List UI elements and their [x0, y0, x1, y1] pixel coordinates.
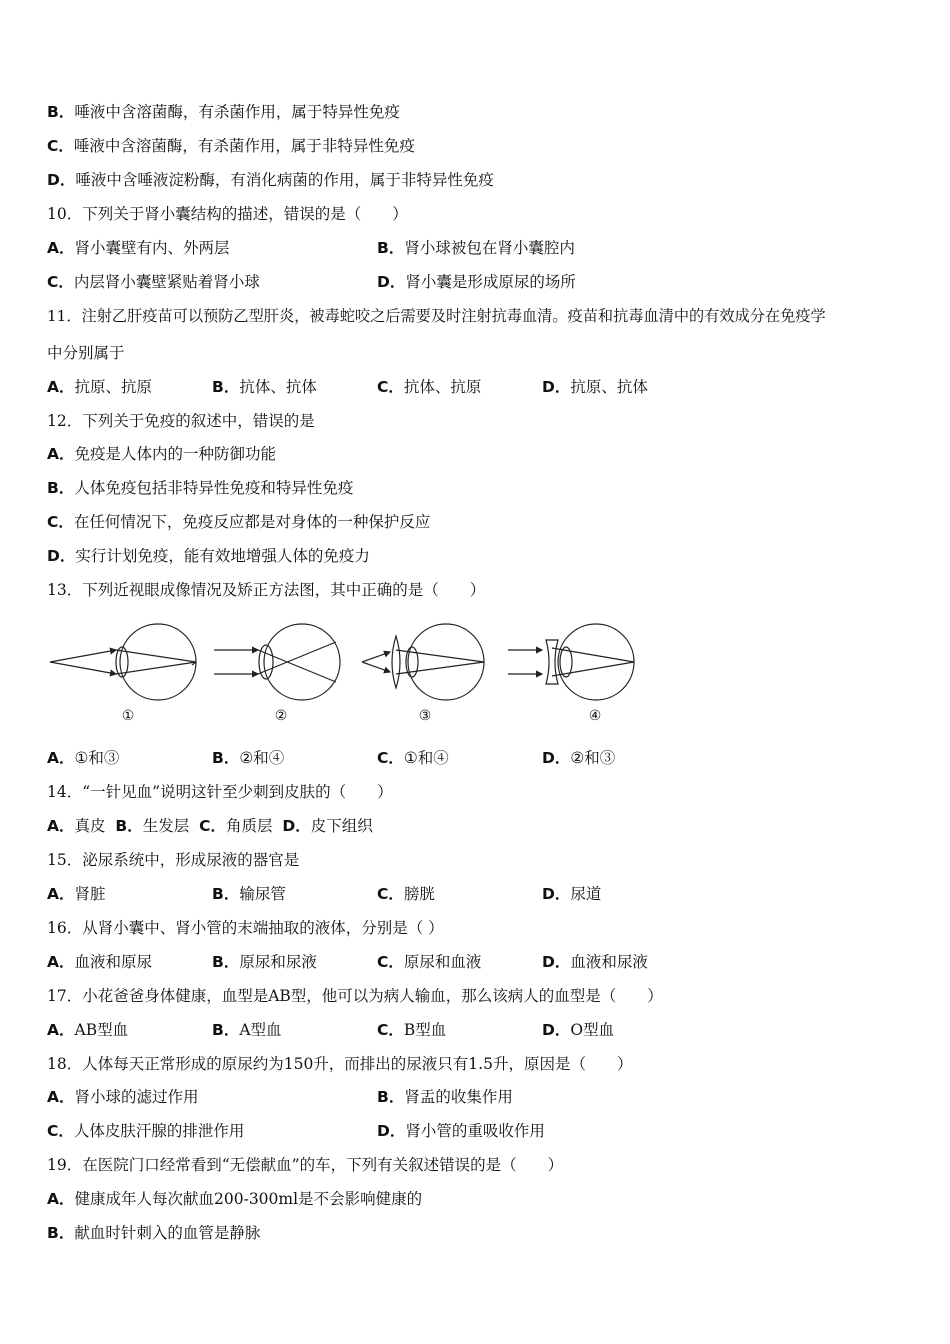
q10-stem: 10．下列关于肾小囊结构的描述，错误的是（ ） [47, 205, 408, 223]
q18-option-c: C．人体皮肤汗腺的排泄作用 [47, 1122, 245, 1140]
q18-option-a: A．肾小球的滤过作用 [47, 1088, 199, 1106]
figure-label-4: ④ [588, 708, 602, 724]
q15-option-d: D．尿道 [542, 885, 602, 903]
q13-option-a: A．①和③ [47, 749, 120, 767]
q19-option-a: A．健康成年人每次献血200-300ml是不会影响健康的 [47, 1190, 423, 1208]
figure-label-3: ③ [418, 708, 432, 724]
q11-option-d: D．抗原、抗体 [542, 378, 648, 396]
eye-diagram-1 [50, 624, 196, 700]
q19-stem: 19．在医院门口经常看到“无偿献血”的车，下列有关叙述错误的是（ ） [47, 1156, 564, 1174]
q13-option-d: D．②和③ [542, 749, 616, 767]
q15-option-b: B．输尿管 [212, 885, 286, 903]
q10-option-b: B．肾小球被包在肾小囊腔内 [377, 239, 575, 257]
q16-option-d: D．血液和尿液 [542, 953, 648, 971]
q12-option-b: B．人体免疫包括非特异性免疫和特异性免疫 [47, 479, 354, 497]
q14-options: A．真皮 B．生发层 C．角质层 D．皮下组织 [47, 817, 373, 835]
q10-option-a: A．肾小囊壁有内、外两层 [47, 239, 230, 257]
q12-option-c: C．在任何情况下，免疫反应都是对身体的一种保护反应 [47, 513, 431, 531]
q19-option-b: B．献血时针刺入的血管是静脉 [47, 1224, 261, 1242]
q13-option-c: C．①和④ [377, 749, 449, 767]
q11-option-a: A．抗原、抗原 [47, 378, 153, 396]
q16-stem: 16．从肾小囊中、肾小管的末端抽取的液体，分别是（ ） [47, 919, 444, 937]
eye-diagrams [46, 620, 646, 710]
q11-option-c: C．抗体、抗原 [377, 378, 482, 396]
eye-diagram-3 [362, 624, 484, 700]
q18-stem: 18．人体每天正常形成的原尿约为150升，而排出的尿液只有1.5升，原因是（ ） [47, 1055, 633, 1073]
q16-option-a: A．血液和原尿 [47, 953, 153, 971]
q11-stem-line2: 中分别属于 [47, 344, 125, 362]
eye-diagram-4 [508, 624, 634, 700]
q17-option-c: C．B型血 [377, 1021, 447, 1039]
q18-option-b: B．肾盂的收集作用 [377, 1088, 513, 1106]
q12-option-a: A．免疫是人体内的一种防御功能 [47, 445, 277, 463]
q14-stem: 14．“一针见血”说明这针至少刺到皮肤的（ ） [47, 783, 393, 801]
q13-option-b: B．②和④ [212, 749, 285, 767]
q17-option-d: D．O型血 [542, 1021, 615, 1039]
q9-option-d: D．唾液中含唾液淀粉酶，有消化病菌的作用，属于非特异性免疫 [47, 171, 494, 189]
eye-diagram-figure [46, 620, 646, 730]
q10-option-d: D．肾小囊是形成原尿的场所 [377, 273, 576, 291]
q9-option-b: B．唾液中含溶菌酶，有杀菌作用，属于特异性免疫 [47, 103, 400, 121]
q16-option-c: C．原尿和血液 [377, 953, 482, 971]
q17-option-b: B．A型血 [212, 1021, 282, 1039]
figure-label-2: ② [274, 708, 288, 724]
q12-option-d: D．实行计划免疫，能有效地增强人体的免疫力 [47, 547, 370, 565]
eye-diagram-2 [214, 624, 340, 700]
q10-option-c: C．内层肾小囊壁紧贴着肾小球 [47, 273, 260, 291]
q12-stem: 12．下列关于免疫的叙述中，错误的是 [47, 412, 315, 430]
q17-option-a: A．AB型血 [47, 1021, 129, 1039]
q18-option-d: D．肾小管的重吸收作用 [377, 1122, 545, 1140]
q17-stem: 17．小花爸爸身体健康，血型是AB型，他可以为病人输血，那么该病人的血型是（ ） [47, 987, 663, 1005]
q15-option-c: C．膀胱 [377, 885, 435, 903]
q11-option-b: B．抗体、抗体 [212, 378, 317, 396]
q11-stem-line1: 11．注射乙肝疫苗可以预防乙型肝炎，被毒蛇咬之后需要及时注射抗毒血清。疫苗和抗毒血清中的有效成分在免疫学 [47, 307, 826, 325]
q15-option-a: A．肾脏 [47, 885, 106, 903]
q13-stem: 13．下列近视眼成像情况及矫正方法图，其中正确的是（ ） [47, 581, 486, 599]
figure-label-1: ① [121, 708, 135, 724]
q16-option-b: B．原尿和尿液 [212, 953, 317, 971]
q15-stem: 15．泌尿系统中，形成尿液的器官是 [47, 851, 300, 869]
q9-option-c: C．唾液中含溶菌酶，有杀菌作用，属于非特异性免疫 [47, 137, 415, 155]
